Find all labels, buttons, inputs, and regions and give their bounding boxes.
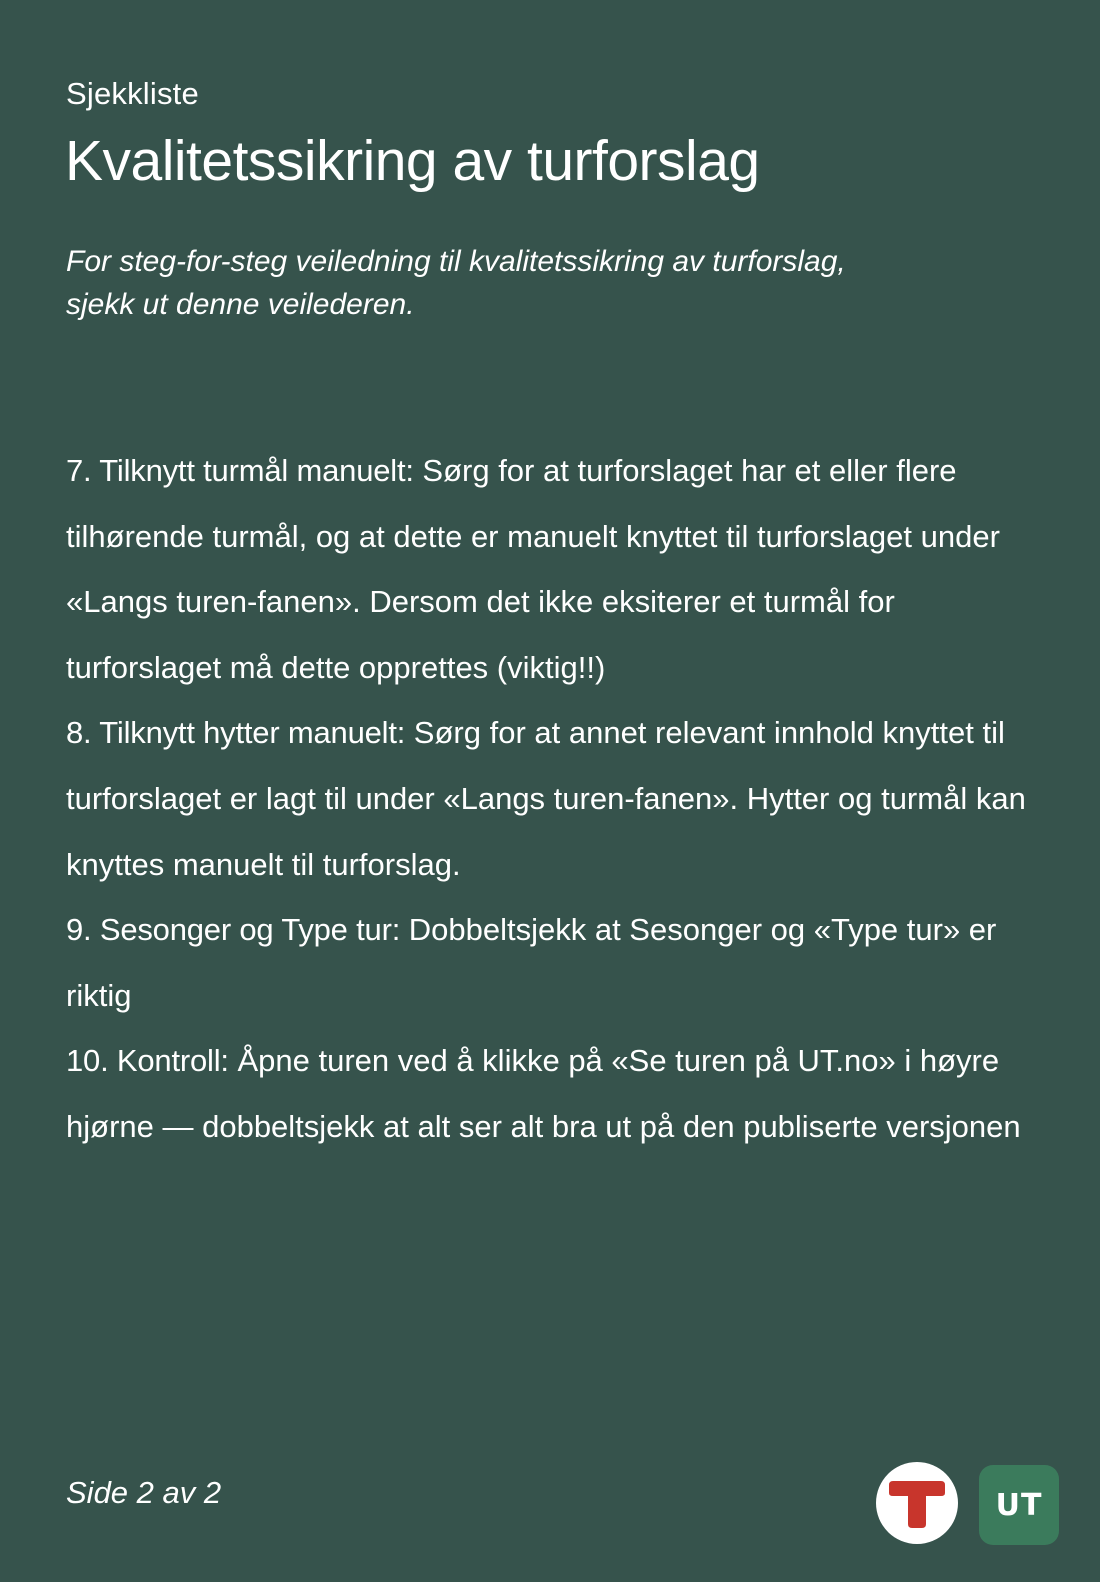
step-10 [66,1028,1046,1159]
step-7 [66,438,1046,700]
step-9-title: 9. Sesonger og Type tur: [66,912,401,948]
dnt-t-icon [876,1462,958,1544]
intro-text [66,240,1026,326]
intro-line-2: sjekk ut denne veilederen. [66,288,415,321]
step-8-text: Sørg for at annet relevant innhold knyttet til turforslaget er lagt til under «Langs turen-fanen». Hytter og turmål kan knyttes manuelt til turforslag. [66,715,1026,882]
step-10-title: 10. Kontroll: [66,1043,229,1079]
page-title: Kvalitetssikring av turforslag [65,129,760,193]
step-9 [66,897,1046,1028]
steps-list [66,438,1046,1160]
dnt-logo-icon [876,1462,958,1544]
eyebrow-label: Sjekkliste [66,76,199,111]
intro-line-1: For steg-for-steg veiledning til kvalitetssikring av turforslag, [66,245,846,278]
step-8-title: 8. Tilknytt hytter manuelt: [66,715,406,751]
step-10-text: Åpne turen ved å klikke på «Se turen på UT.no» i høyre hjørne — dobbeltsjekk at alt ser alt bra ut på den publiserte versjonen [66,1043,1021,1144]
step-7-title: 7. Tilknytt turmål manuelt: [66,453,414,488]
ut-logo: UT [979,1465,1059,1545]
page-number: Side 2 av 2 [66,1475,222,1510]
step-9-text: Dobbeltsjekk at Sesonger og «Type tur» er riktig [66,912,997,1013]
step-8 [66,700,1046,897]
step-7-text: Sørg for at turforslaget har et eller flere tilhørende turmål, og at dette er manuelt knyttet til turforslaget under «Langs turen-fanen». Dersom det ikke eksiterer et turmål for turforslaget må dette opprettes (viktig!!) [66,453,1000,685]
